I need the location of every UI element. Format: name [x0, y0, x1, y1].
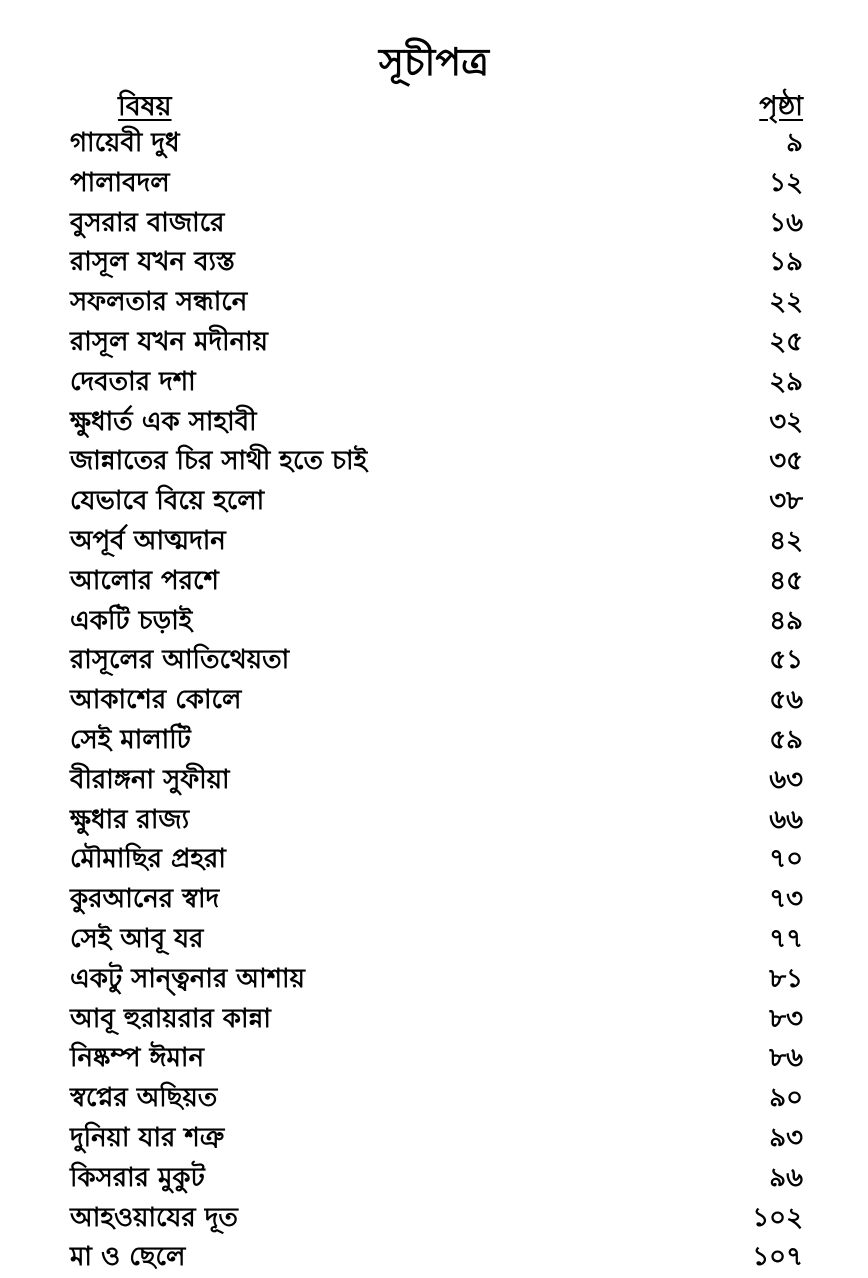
- entry-page-number: ১২: [769, 167, 803, 198]
- toc-entry: [70, 1000, 803, 1040]
- toc-entry: [70, 1238, 803, 1278]
- toc-entry: [70, 1159, 803, 1199]
- toc-entry: [70, 482, 803, 522]
- toc-entry: [70, 641, 803, 681]
- toc-entry: [70, 562, 803, 602]
- entry-title: রাসূল যখন মদীনায়: [70, 326, 268, 357]
- table-of-contents: [70, 124, 803, 1278]
- toc-entry: [70, 124, 803, 164]
- entry-title: সেই আবূ যর: [70, 923, 204, 954]
- toc-entry: [70, 323, 803, 363]
- entry-page-number: ১৯: [769, 247, 803, 278]
- entry-page-number: ১০৭: [752, 1242, 803, 1273]
- entry-title: পালাবদল: [70, 167, 170, 198]
- entry-title: মা ও ছেলে: [70, 1242, 186, 1273]
- entry-title: একটু সান্ত্বনার আশায়: [70, 963, 305, 994]
- toc-entry: [70, 1039, 803, 1079]
- entry-title: রাসূলের আতিথেয়তা: [70, 645, 290, 676]
- entry-page-number: ৪৯: [769, 605, 803, 636]
- subject-column-header: বিষয়: [118, 91, 172, 122]
- entry-title: স্বপ্নের অছিয়ত: [70, 1083, 218, 1114]
- entry-page-number: ২৯: [769, 366, 803, 397]
- entry-page-number: ৯৩: [769, 1122, 803, 1153]
- entry-page-number: ১০২: [752, 1202, 803, 1233]
- entry-title: কিসরার মুকুট: [70, 1162, 205, 1193]
- entry-page-number: ৩৮: [769, 486, 803, 517]
- entry-page-number: ৭৩: [769, 884, 803, 915]
- entry-title: যেভাবে বিয়ে হলো: [70, 486, 265, 517]
- entry-page-number: ৬৬: [769, 804, 803, 835]
- entry-page-number: ৮৩: [769, 1003, 803, 1034]
- page-column-header: পৃষ্ঠা: [759, 91, 803, 122]
- entry-page-number: ৭০: [769, 844, 803, 875]
- entry-title: ক্ষুধার্ত এক সাহাবী: [70, 406, 257, 437]
- toc-entry: [70, 880, 803, 920]
- entry-page-number: ৯: [786, 128, 803, 158]
- toc-entry: [70, 681, 803, 721]
- entry-title: অপূর্ব আত্মদান: [70, 525, 226, 556]
- entry-page-number: ৯৬: [769, 1162, 803, 1193]
- entry-page-number: ৫১: [769, 645, 803, 676]
- toc-entry: [70, 442, 803, 482]
- entry-title: বীরাঙ্গনা সুফীয়া: [70, 764, 230, 795]
- toc-entry: [70, 960, 803, 1000]
- entry-title: সফলতার সন্ধানে: [70, 287, 248, 318]
- entry-title: মৌমাছির প্রহরা: [70, 844, 226, 875]
- entry-page-number: ৩২: [769, 406, 803, 437]
- entry-title: সেই মালাটি: [70, 724, 191, 755]
- toc-entry: [70, 1079, 803, 1119]
- toc-entry: [70, 602, 803, 642]
- entry-title: আকাশের কোলে: [70, 685, 242, 716]
- column-headers: [118, 90, 803, 124]
- entry-title: দেবতার দশা: [70, 366, 196, 397]
- toc-entry: [70, 801, 803, 841]
- toc-entry: [70, 243, 803, 283]
- toc-entry: [70, 1199, 803, 1239]
- toc-entry: [70, 522, 803, 562]
- entry-title: জান্নাতের চির সাথী হতে চাই: [70, 446, 368, 477]
- entry-title: আহওয়াযের দূত: [70, 1202, 238, 1233]
- entry-title: কুরআনের স্বাদ: [70, 884, 220, 915]
- entry-page-number: ৫৯: [769, 724, 803, 755]
- entry-page-number: ৩৫: [769, 446, 803, 477]
- toc-entry: [70, 283, 803, 323]
- toc-entry: [70, 363, 803, 403]
- entry-title: আলোর পরশে: [70, 565, 219, 596]
- toc-entry: [70, 721, 803, 761]
- entry-title: আবূ হুরায়রার কান্না: [70, 1003, 271, 1034]
- toc-entry: [70, 1119, 803, 1159]
- entry-title: ক্ষুধার রাজ্য: [70, 804, 190, 835]
- entry-page-number: ১৬: [769, 207, 803, 238]
- toc-entry: [70, 920, 803, 960]
- entry-title: একটি চড়াই: [70, 605, 193, 636]
- entry-page-number: ৪৫: [769, 565, 803, 596]
- entry-page-number: ৮৬: [769, 1043, 803, 1074]
- toc-entry: [70, 840, 803, 880]
- entry-page-number: ২২: [769, 287, 803, 318]
- entry-page-number: ৯০: [769, 1083, 803, 1114]
- entry-page-number: ৮১: [769, 963, 803, 994]
- entry-page-number: ৫৬: [769, 685, 803, 716]
- entry-title: বুসরার বাজারে: [70, 207, 225, 238]
- entry-title: গায়েবী দুধ: [70, 128, 180, 158]
- entry-title: দুনিয়া যার শত্রু: [70, 1122, 225, 1153]
- entry-page-number: ২৫: [769, 326, 803, 357]
- entry-page-number: ৪২: [769, 525, 803, 556]
- entry-page-number: ৬৩: [769, 764, 803, 795]
- toc-entry: [70, 164, 803, 204]
- toc-entry: [70, 204, 803, 244]
- entry-title: রাসূল যখন ব্যস্ত: [70, 247, 235, 278]
- toc-entry: [70, 403, 803, 443]
- entry-page-number: ৭৭: [769, 923, 803, 954]
- entry-title: নিষ্কম্প ঈমান: [70, 1043, 204, 1074]
- toc-entry: [70, 761, 803, 801]
- page-title: সূচীপত্র: [378, 39, 490, 84]
